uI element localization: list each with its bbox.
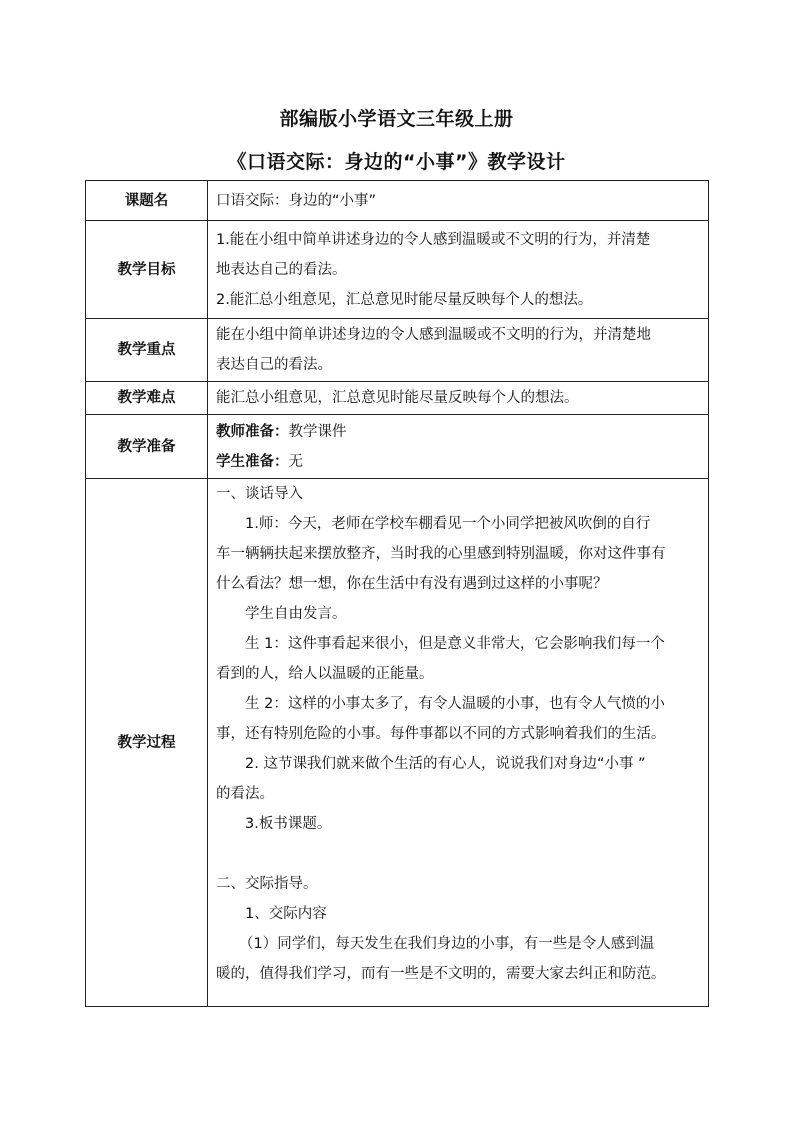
goals-line: 2.能汇总小组意见，汇总意见时能尽量反映每个人的想法。 [216,291,593,308]
content-goals [208,221,709,319]
process-line: 车一辆辆扶起来摆放整齐，当时我的心里感到特别温暖，你对这件事有 [216,546,666,562]
process-line: 学生自由发言。 [245,606,347,622]
goals-line: 地表达自己的看法。 [216,261,347,278]
teacher-prep-label: 教师准备： [216,423,289,440]
label-topic: 课题名 [86,181,208,221]
process-line: 2. 这节课我们就来做个生活的有心人，说说我们对身边“小事 ” [245,756,646,772]
row-key-points [86,319,709,382]
label-goals: 教学目标 [86,221,208,319]
label-difficulties: 教学难点 [86,382,208,415]
lesson-plan-table [85,180,709,1007]
teacher-prep-value: 教学课件 [288,423,347,440]
row-difficulties [86,382,709,415]
student-prep-value: 无 [288,453,303,470]
doc-title-grade: 部编版小学语文三年级上册 [279,108,514,130]
process-line: 二、交际指导。 [216,876,318,892]
process-line: 什么看法？想一想，你在生活中有没有遇到过这样的小事呢？ [216,576,608,592]
process-line: 1、交际内容 [245,906,327,922]
label-process: 教学过程 [86,479,208,1007]
content-process [208,479,709,1007]
process-line: 一、谈话导入 [216,486,303,502]
process-line: 1.师：今天，老师在学校车棚看见一个小同学把被风吹倒的自行 [245,516,651,532]
content-key-points [208,319,709,382]
label-key-points: 教学重点 [86,319,208,382]
goals-line: 1.能在小组中简单讲述身边的令人感到温暖或不文明的行为，并清楚 [216,231,651,248]
blank-line [216,839,702,869]
process-line: 事，还有特别危险的小事。每件事都以不同的方式影响着我们的生活。 [216,726,666,742]
teacher-preparation [216,417,702,447]
process-line: 暖的，值得我们学习，而有一些是不文明的，需要大家去纠正和防范。 [216,966,666,982]
process-line: 生 1：这件事看起来很小，但是意义非常大，它会影响我们每一个 [245,636,665,652]
student-prep-label: 学生准备： [216,453,289,470]
process-line: 的看法。 [216,786,274,802]
key-points-line: 能在小组中简单讲述身边的令人感到温暖或不文明的行为，并清楚地 [216,327,651,343]
process-line: 3.板书课题。 [245,816,332,832]
doc-title-lesson: 《口语交际：身边的“小事”》教学设计 [227,151,566,173]
key-points-line: 表达自己的看法。 [216,357,332,373]
process-line: （1）同学们，每天发生在我们身边的小事，有一些是令人感到温 [239,936,655,952]
label-preparation: 教学准备 [86,415,208,479]
content-topic: 口语交际：身边的“小事” [208,181,709,221]
process-line: 看到的人，给人以温暖的正能量。 [216,666,434,682]
row-preparation [86,415,709,479]
row-goals [86,221,709,319]
student-preparation [216,447,702,477]
content-difficulties: 能汇总小组意见，汇总意见时能尽量反映每个人的想法。 [208,382,709,415]
process-line: 生 2：这样的小事太多了，有令人温暖的小事，也有令人气愤的小 [245,696,665,712]
row-topic [86,181,709,221]
content-preparation [208,415,709,479]
row-process [86,479,709,1007]
